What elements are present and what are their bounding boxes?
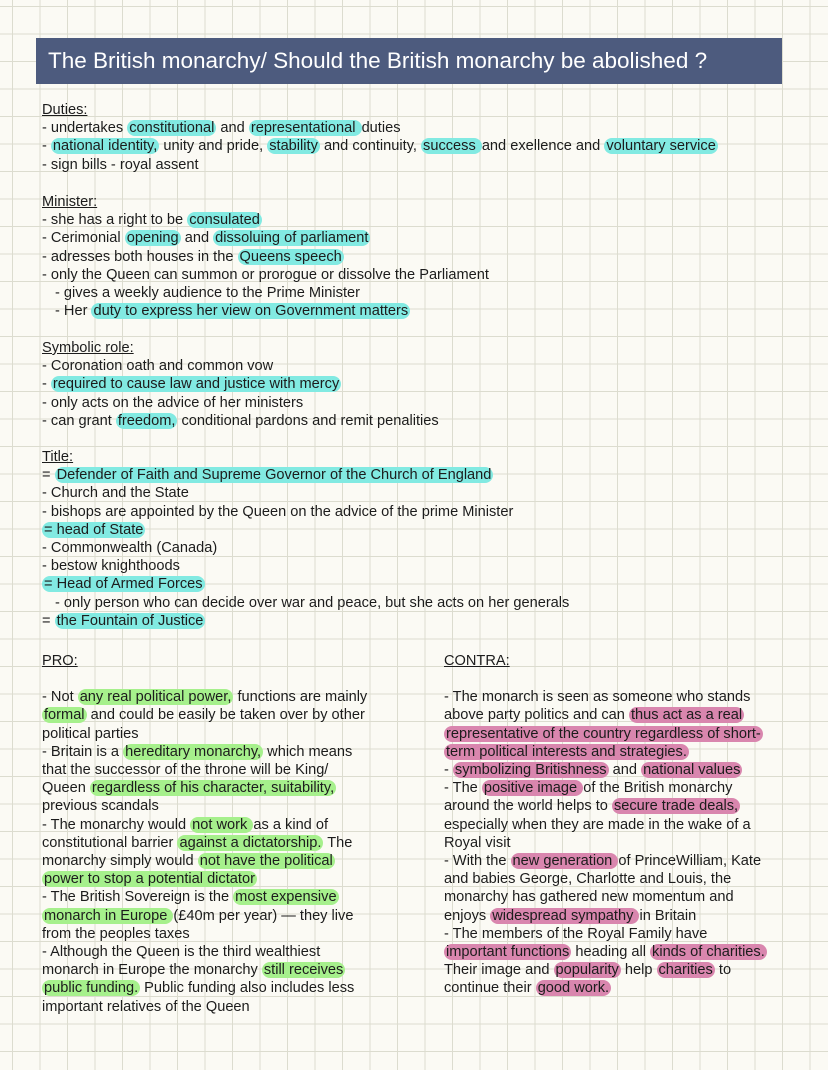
line-text: political parties bbox=[42, 725, 139, 742]
text-line bbox=[42, 943, 412, 961]
line-text: - Commonwealth (Canada) bbox=[42, 540, 218, 557]
highlighted-text: not have the political bbox=[199, 853, 333, 870]
line-text: = bbox=[42, 467, 55, 484]
highlighted-text: hereditary monarchy, bbox=[125, 743, 262, 760]
highlighted-text: formal bbox=[44, 707, 85, 724]
text-line bbox=[42, 998, 412, 1016]
highlighted-text: consulated bbox=[189, 212, 260, 229]
line-text: duties bbox=[361, 120, 401, 137]
highlighted-text: = Head of Armed Forces bbox=[44, 576, 203, 593]
title-lines bbox=[42, 466, 822, 630]
text-line bbox=[42, 816, 412, 834]
highlighted-text: symbolizing Britishness bbox=[454, 762, 607, 779]
line-text: - only the Queen can summon or prorogue or dissolve the Parliament bbox=[42, 266, 489, 283]
text-line bbox=[42, 394, 822, 412]
line-text: - Her bbox=[55, 303, 92, 320]
text-line bbox=[444, 907, 814, 925]
line-text: - she has a right to be bbox=[42, 212, 188, 229]
text-line bbox=[42, 466, 822, 484]
highlighted-text: still receives bbox=[263, 962, 344, 979]
text-line bbox=[42, 779, 412, 797]
highlighted-text: kinds of charities. bbox=[652, 944, 765, 961]
text-line bbox=[42, 575, 822, 593]
line-text: and babies George, Charlotte and Louis, the bbox=[444, 871, 732, 888]
highlighted-text: Queens speech bbox=[239, 248, 342, 265]
highlighted-text: duty to express her view on Government matters bbox=[93, 303, 409, 320]
line-text: - The monarchy would bbox=[42, 816, 191, 833]
text-line bbox=[444, 797, 814, 815]
contra-lines bbox=[444, 688, 814, 997]
text-line bbox=[42, 761, 412, 779]
line-text: and exellence and bbox=[481, 138, 605, 155]
highlighted-text: thus act as a real bbox=[630, 707, 743, 724]
line-text: - Church and the State bbox=[42, 485, 189, 502]
line-text: help bbox=[620, 962, 657, 979]
title-heading: Title: bbox=[42, 449, 74, 465]
line-text: monarchy has gathered new momentum and bbox=[444, 889, 734, 906]
text-line bbox=[42, 979, 412, 997]
line-text: previous scandals bbox=[42, 798, 159, 815]
highlighted-text: constitutional bbox=[129, 120, 215, 137]
text-line bbox=[42, 612, 822, 630]
symbolic-role-lines bbox=[42, 357, 822, 430]
highlighted-text: charities bbox=[658, 962, 713, 979]
text-line bbox=[42, 137, 822, 155]
highlighted-text: voluntary service bbox=[606, 138, 716, 155]
line-text: - Although the Queen is the third wealthiest bbox=[42, 944, 321, 961]
pro-column bbox=[42, 652, 412, 1016]
text-line bbox=[42, 925, 412, 943]
duties-lines bbox=[42, 119, 822, 174]
highlighted-text: most expensive bbox=[235, 889, 337, 906]
text-line bbox=[42, 521, 822, 539]
line-text: and bbox=[180, 230, 214, 247]
line-text: The bbox=[323, 834, 353, 851]
text-line bbox=[42, 266, 822, 284]
title-section bbox=[42, 448, 822, 630]
pro-heading: PRO: bbox=[42, 653, 78, 669]
text-line bbox=[42, 907, 412, 925]
highlighted-text: power to stop a potential dictator bbox=[44, 871, 255, 888]
text-line bbox=[42, 375, 822, 393]
text-line bbox=[444, 943, 814, 961]
contra-column bbox=[444, 652, 814, 998]
text-line bbox=[42, 688, 412, 706]
text-line bbox=[444, 979, 814, 997]
text-line bbox=[444, 925, 814, 943]
line-text: - undertakes bbox=[42, 120, 128, 137]
line-text: and bbox=[608, 762, 642, 779]
highlighted-text: the Fountain of Justice bbox=[56, 612, 204, 629]
text-line bbox=[42, 412, 822, 430]
highlighted-text: national identity, bbox=[52, 138, 158, 155]
minister-heading: Minister: bbox=[42, 194, 98, 210]
text-line bbox=[42, 302, 822, 320]
text-line bbox=[42, 284, 822, 302]
text-line bbox=[444, 761, 814, 779]
highlighted-text: Defender of Faith and Supreme Governor of the Church of England bbox=[56, 467, 492, 484]
line-text: - bbox=[444, 762, 453, 779]
highlighted-text: representative of the country regardless of short- bbox=[446, 725, 761, 742]
text-line bbox=[42, 156, 822, 174]
text-line bbox=[42, 594, 822, 612]
text-line bbox=[444, 779, 814, 797]
line-text: - Not bbox=[42, 689, 78, 706]
highlighted-text: widespread sympathy bbox=[492, 907, 638, 924]
line-text: Their image and bbox=[444, 962, 554, 979]
line-text: above party politics and can bbox=[444, 707, 629, 724]
line-text: - only acts on the advice of her ministers bbox=[42, 394, 304, 411]
duties-heading: Duties: bbox=[42, 102, 88, 118]
line-text: as a kind of bbox=[253, 816, 329, 833]
text-line bbox=[444, 870, 814, 888]
line-text: - With the bbox=[444, 853, 511, 870]
highlighted-text: against a dictatorship. bbox=[179, 834, 322, 851]
highlighted-text: public funding. bbox=[44, 980, 139, 997]
line-text: unity and pride, bbox=[159, 138, 268, 155]
highlighted-text: national values bbox=[643, 762, 741, 779]
highlighted-text: dissoluing of parliament bbox=[215, 230, 369, 247]
highlighted-text: positive image bbox=[483, 780, 582, 797]
line-text: in Britain bbox=[639, 907, 697, 924]
text-line bbox=[42, 797, 412, 815]
line-text: - bbox=[42, 138, 51, 155]
line-text: especially when they are made in the wake of a bbox=[444, 816, 751, 833]
highlighted-text: popularity bbox=[555, 962, 619, 979]
line-text: and bbox=[216, 120, 249, 137]
line-text: constitutional barrier bbox=[42, 834, 178, 851]
line-text: conditional pardons and remit penalities bbox=[177, 412, 439, 429]
line-text: - only person who can decide over war and peace, but she acts on her generals bbox=[55, 594, 570, 611]
line-text: Public funding also includes less bbox=[140, 980, 355, 997]
line-text: and continuity, bbox=[319, 138, 422, 155]
text-line bbox=[42, 743, 412, 761]
line-text: - bestow knighthoods bbox=[42, 558, 180, 575]
highlighted-text: = head of State bbox=[44, 521, 144, 538]
symbolic-role-section bbox=[42, 339, 822, 430]
duties-section bbox=[42, 101, 822, 174]
line-text: heading all bbox=[571, 944, 651, 961]
text-line bbox=[444, 961, 814, 979]
highlighted-text: success bbox=[423, 138, 480, 155]
highlighted-text: regardless of his character, suitability, bbox=[91, 780, 335, 797]
line-text: - The monarch is seen as someone who stands bbox=[444, 689, 751, 706]
highlighted-text: new generation bbox=[512, 853, 617, 870]
line-text: to bbox=[714, 962, 732, 979]
highlighted-text: term political interests and strategies. bbox=[446, 743, 687, 760]
highlighted-text: important functions bbox=[446, 944, 570, 961]
line-text: enjoys bbox=[444, 907, 491, 924]
text-line bbox=[444, 706, 814, 724]
text-line bbox=[444, 743, 814, 761]
text-line bbox=[42, 961, 412, 979]
text-line bbox=[42, 503, 822, 521]
line-text: - Cerimonial bbox=[42, 230, 125, 247]
line-text: (£40m per year) — they live bbox=[173, 907, 354, 924]
text-line bbox=[42, 557, 822, 575]
highlighted-text: not work bbox=[192, 816, 252, 833]
minister-section bbox=[42, 193, 822, 320]
pro-lines bbox=[42, 688, 412, 1016]
text-line bbox=[42, 725, 412, 743]
text-line bbox=[444, 725, 814, 743]
line-text: - bbox=[42, 376, 51, 393]
line-text: of PrinceWilliam, Kate bbox=[618, 853, 762, 870]
line-text: around the world helps to bbox=[444, 798, 612, 815]
highlighted-text: any real political power, bbox=[79, 689, 232, 706]
line-text: monarchy simply would bbox=[42, 853, 198, 870]
line-text: - Britain is a bbox=[42, 743, 124, 760]
line-text: - Coronation oath and common vow bbox=[42, 358, 274, 375]
minister-lines bbox=[42, 211, 822, 320]
line-text: - The bbox=[444, 780, 482, 797]
text-line bbox=[42, 357, 822, 375]
highlighted-text: required to cause law and justice with mercy bbox=[52, 376, 340, 393]
text-line bbox=[42, 119, 822, 137]
text-line bbox=[42, 834, 412, 852]
text-line bbox=[42, 852, 412, 870]
text-line bbox=[42, 706, 412, 724]
page-title: The British monarchy/ Should the British monarchy be abolished ? bbox=[36, 38, 782, 84]
highlighted-text: representational bbox=[250, 120, 360, 137]
highlighted-text: freedom, bbox=[117, 412, 176, 429]
line-text: functions are mainly bbox=[233, 689, 368, 706]
highlighted-text: monarch in Europe bbox=[44, 907, 172, 924]
text-line bbox=[42, 248, 822, 266]
line-text: and could be easily be taken over by other bbox=[86, 707, 365, 724]
line-text: - gives a weekly audience to the Prime Minister bbox=[55, 285, 360, 302]
highlighted-text: good work. bbox=[537, 980, 610, 997]
line-text: monarch in Europe the monarchy bbox=[42, 962, 262, 979]
line-text: = bbox=[42, 612, 55, 629]
line-text: - can grant bbox=[42, 412, 116, 429]
line-text: important relatives of the Queen bbox=[42, 998, 250, 1015]
text-line bbox=[444, 688, 814, 706]
line-text: - The British Sovereign is the bbox=[42, 889, 234, 906]
contra-heading: CONTRA: bbox=[444, 653, 510, 669]
line-text: - The members of the Royal Family have bbox=[444, 925, 708, 942]
line-text: Queen bbox=[42, 780, 90, 797]
line-text: that the successor of the throne will be King/ bbox=[42, 762, 329, 779]
line-text: of the British monarchy bbox=[583, 780, 733, 797]
line-text: - adresses both houses in the bbox=[42, 248, 238, 265]
line-text: Royal visit bbox=[444, 834, 511, 851]
text-line bbox=[444, 852, 814, 870]
text-line bbox=[42, 539, 822, 557]
line-text: continue their bbox=[444, 980, 536, 997]
text-line bbox=[42, 484, 822, 502]
highlighted-text: stability bbox=[269, 138, 318, 155]
line-text: - sign bills - royal assent bbox=[42, 156, 199, 173]
text-line bbox=[42, 211, 822, 229]
text-line bbox=[444, 888, 814, 906]
symbolic-role-heading: Symbolic role: bbox=[42, 340, 134, 356]
text-line bbox=[42, 870, 412, 888]
highlighted-text: secure trade deals, bbox=[613, 798, 739, 815]
highlighted-text: opening bbox=[126, 230, 179, 247]
line-text: - bishops are appointed by the Queen on the advice of the prime Minister bbox=[42, 503, 514, 520]
text-line bbox=[444, 816, 814, 834]
line-text: which means bbox=[263, 743, 353, 760]
line-text: from the peoples taxes bbox=[42, 925, 190, 942]
text-line bbox=[444, 834, 814, 852]
text-line bbox=[42, 888, 412, 906]
text-line bbox=[42, 229, 822, 247]
